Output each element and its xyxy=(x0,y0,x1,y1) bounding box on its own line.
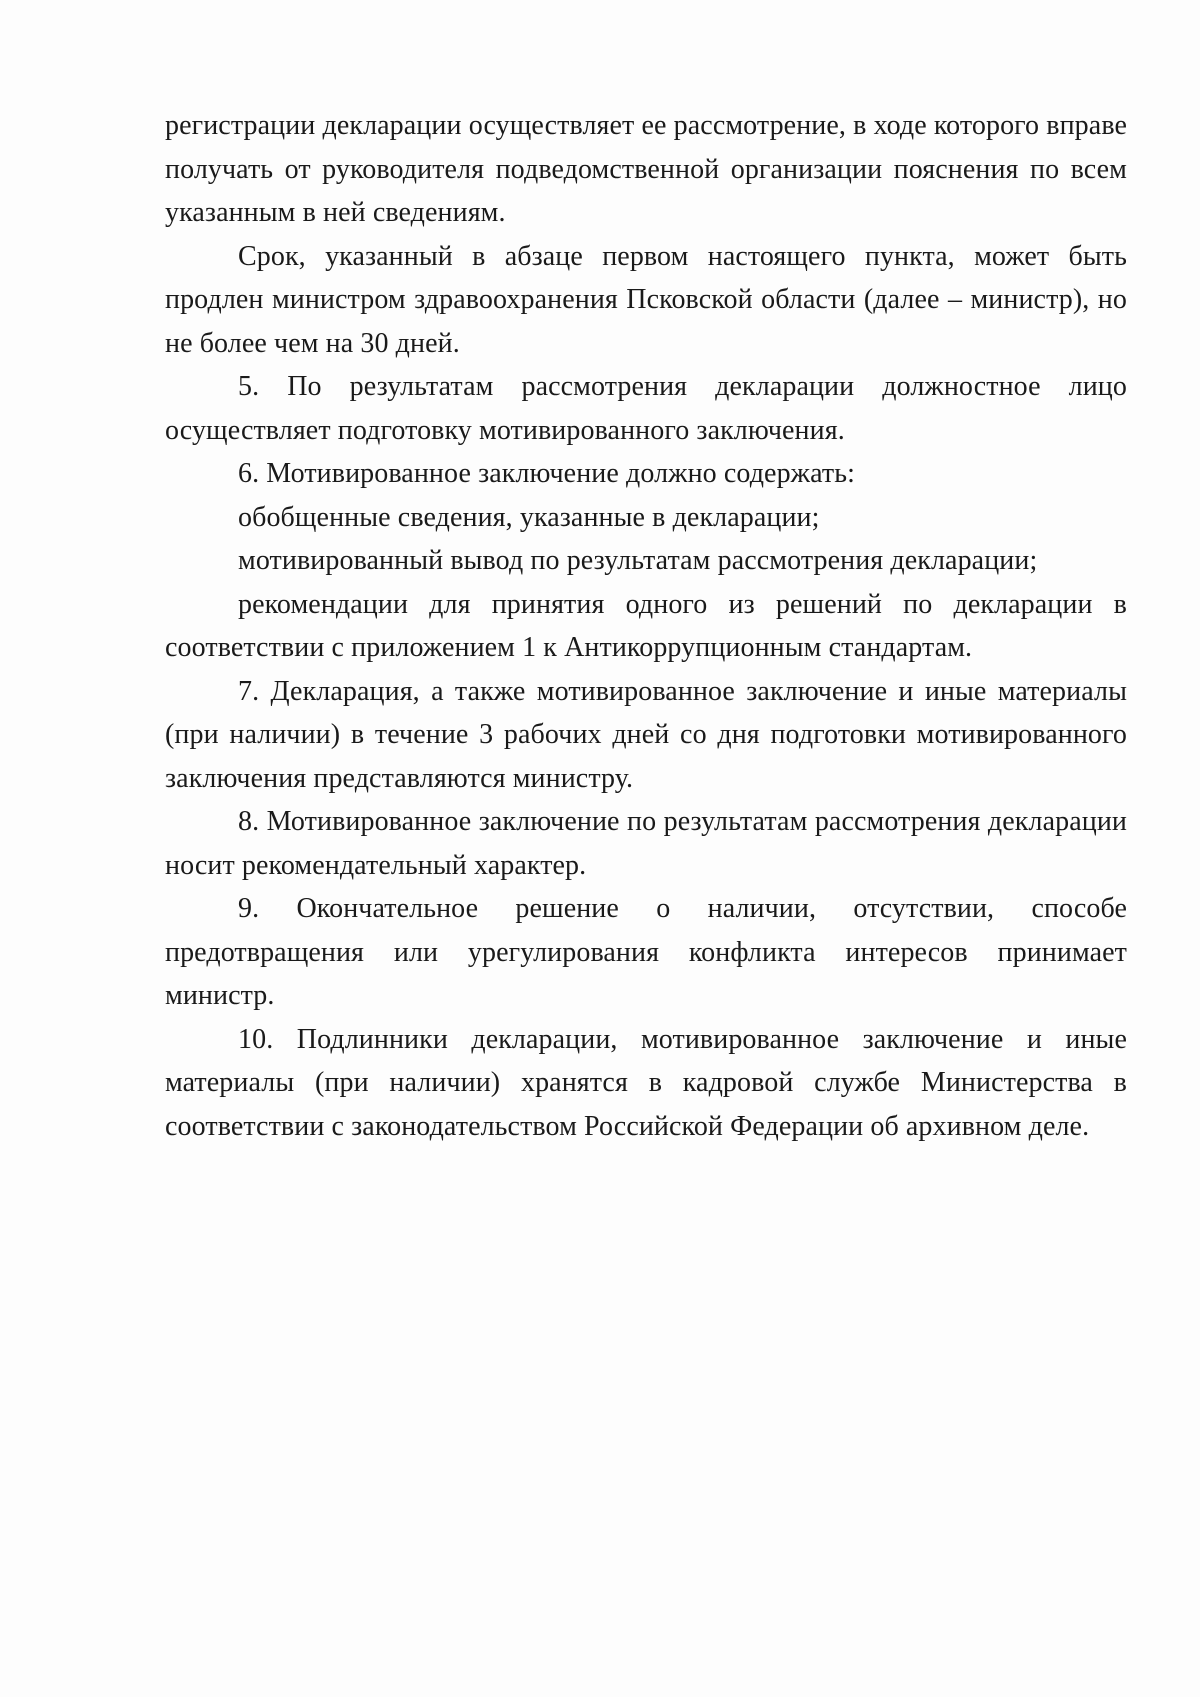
paragraph-item-7: 7. Декларация, а также мотивированное заключение и иные материалы (при наличии) в течение 3 рабочих дней со дня подготовки мотивированного заключения представляются министру. xyxy=(165,675,1127,794)
paragraph-item-6: 6. Мотивированное заключение должно содержать: xyxy=(238,458,856,489)
paragraph-item-6-summary: обобщенные сведения, указанные в декларации; xyxy=(238,501,820,533)
paragraph-item-9: 9. Окончательное решение о наличии, отсутствии, способе предотвращения или урегулирования конфликта интересов принимает министр. xyxy=(165,893,1127,1011)
paragraph-item-5: 5. По результатам рассмотрения декларации должностное лицо осуществляет подготовку мотивированного заключения. xyxy=(165,371,1127,446)
paragraph-item-8: 8. Мотивированное заключение по результатам рассмотрения декларации носит рекомендательный характер. xyxy=(165,806,1127,881)
paragraph-continuation: регистрации декларации осуществляет ее рассмотрение, в ходе которого вправе получать от руководителя подведомственной организации пояснения по всем указанным в ней сведениям. xyxy=(165,110,1127,228)
paragraph-term-extension: Срок, указанный в абзаце первом настоящего пункта, может быть продлен министром здравоохранения Псковской области (далее – министр), но не более чем на 30 дней. xyxy=(165,240,1127,359)
paragraph-item-6-conclusion: мотивированный вывод по результатам рассмотрения декларации; xyxy=(238,545,1038,576)
paragraph-item-10: 10. Подлинники декларации, мотивированное заключение и иные материалы (при наличии) хранятся в кадровой службе Министерства в соответствии с законодательством Российской Федерации об архивном деле. xyxy=(165,1023,1127,1142)
paragraph-item-6-recommendations: рекомендации для принятия одного из решений по декларации в соответствии с приложением 1 к Антикоррупционным стандартам. xyxy=(165,588,1127,663)
document-body xyxy=(165,104,1127,1148)
